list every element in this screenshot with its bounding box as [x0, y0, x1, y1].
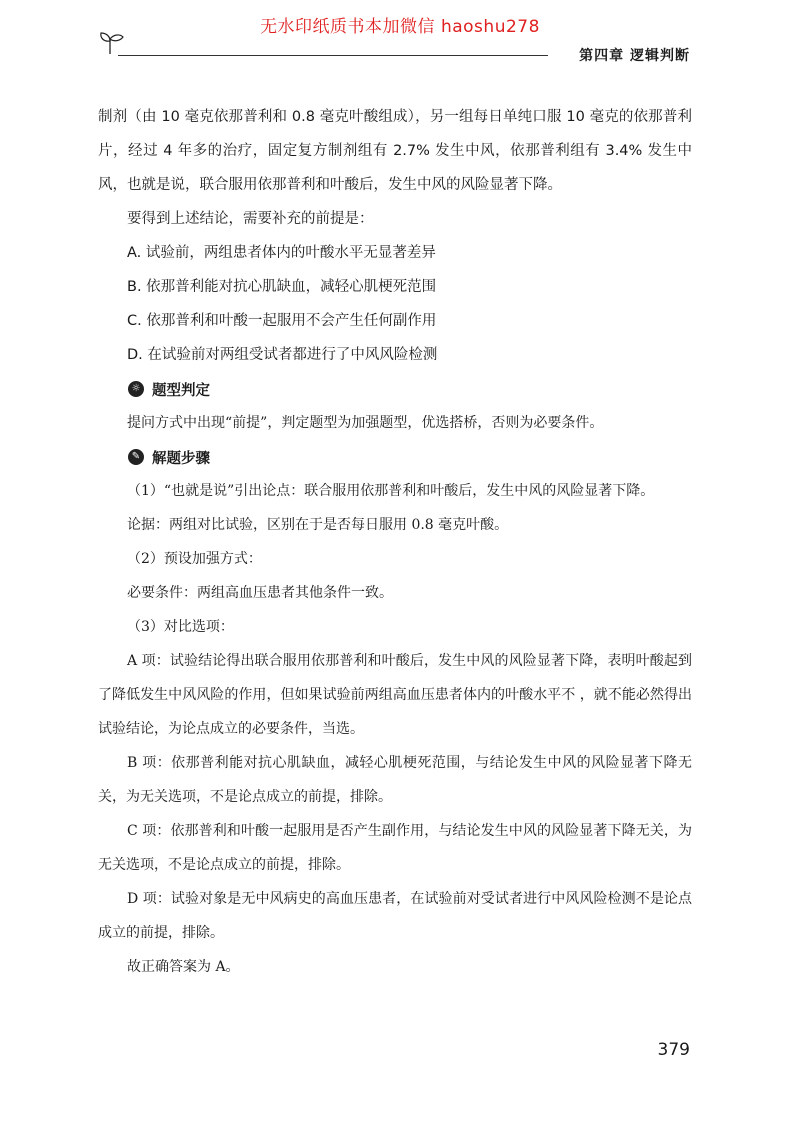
final-answer: 故正确答案为 A。: [127, 959, 240, 975]
option-b: B. 依那普利能对抗心肌缺血，减轻心肌梗死范围: [127, 279, 437, 295]
analysis-c: C 项：依那普利和叶酸一起服用是否产生副作用，与结论发生中风的风险显著下降无关，为无关选项，不是论点成立的前提，排除。: [98, 823, 692, 873]
question-prompt: 要得到上述结论，需要补充的前提是：: [127, 211, 374, 227]
step-paragraph: （3）对比选项：: [127, 619, 234, 635]
section-heading-type: [128, 372, 692, 406]
pen-icon: ✎: [128, 449, 144, 465]
analysis-b: B 项：依那普利能对抗心肌缺血，减轻心肌梗死范围，与结论发生中风的风险显著下降无关，为无关选项，不是论点成立的前提，排除。: [98, 755, 692, 805]
step-paragraph: （2）预设加强方式：: [127, 551, 262, 567]
analysis-a: A 项：试验结论得出联合服用依那普利和叶酸后，发生中风的风险显著下降，表明叶酸起到了降低发生中风风险的作用，但如果试验前两组高血压患者体内的叶酸水平不 ，就不能必然得出试验结论，为论点成立的必要条件，当选。: [98, 653, 692, 737]
question-continuation: 制剂（由 10 毫克依那普利和 0.8 毫克叶酸组成），另一组每日单纯口服 10 毫克的依那普利片，经过 4 年多的治疗，固定复方制剂组有 2.7% 发生中风，依那普利组有 3.4% 发生中风，也就是说，联合服用依那普利和叶酸后，发生中风的风险显著下降。: [98, 109, 692, 193]
option-d: D. 在试验前对两组受试者都进行了中风风险检测: [127, 347, 438, 363]
section-heading-steps: [128, 440, 692, 474]
step-paragraph: （1）“也就是说”引出论点：联合服用依那普利和叶酸后，发生中风的风险显著下降。: [127, 483, 655, 499]
section-type-body: 提问方式中出现“前提”，判定题型为加强题型，优选搭桥，否则为必要条件。: [127, 415, 604, 431]
option-a: A. 试验前，两组患者体内的叶酸水平无显著差异: [127, 245, 436, 261]
page-content: [98, 100, 692, 984]
option-c: C. 依那普利和叶酸一起服用不会产生任何副作用: [127, 313, 437, 329]
watermark-text: 无水印纸质书本加微信 haoshu278: [260, 17, 540, 37]
analysis-d: D 项：试验对象是无中风病史的高血压患者，在试验前对受试者进行中风风险检测不是论点成立的前提，排除。: [98, 891, 692, 941]
sprout-icon: [96, 30, 126, 56]
section-title-type: 题型判定: [152, 382, 210, 399]
step-paragraph: 论据：两组对比试验，区别在于是否每日服用 0.8 毫克叶酸。: [127, 517, 509, 533]
chapter-title: 第四章 逻辑判断: [579, 48, 690, 64]
header-rule: [118, 55, 548, 56]
lightbulb-icon: ☼: [128, 381, 144, 397]
page-number: 379: [657, 1040, 690, 1060]
step-paragraph: 必要条件：两组高血压患者其他条件一致。: [127, 585, 393, 601]
section-title-steps: 解题步骤: [152, 450, 210, 467]
